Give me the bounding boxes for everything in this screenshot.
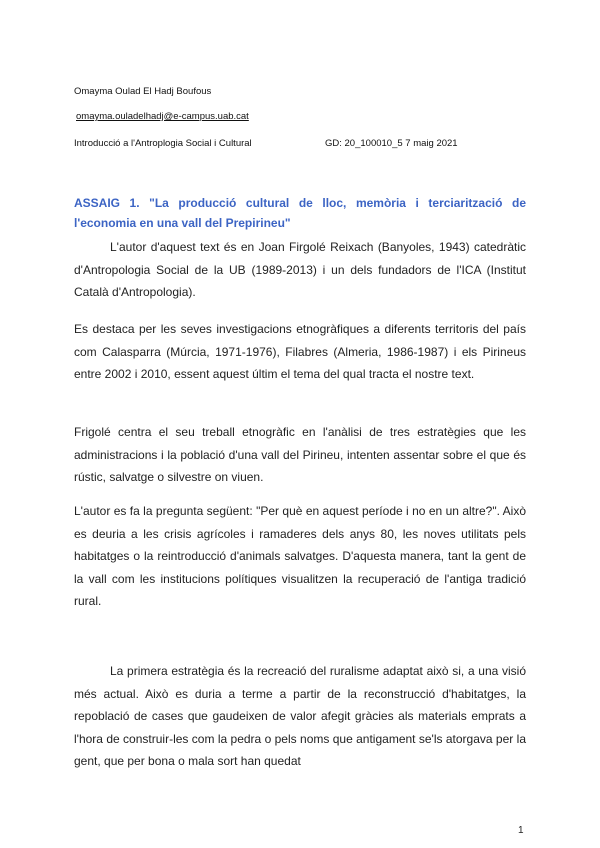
course-line xyxy=(74,138,458,149)
paragraph-2: Es destaca per les seves investigacions etnogràfiques a diferents territoris del país com Calasparra (Múrcia, 1971-1976), Filabres (Almeria, 1986-1987) i els Pirineus entre 2002 i 2010, essent aquest últim el tema del qual tracta el nostre text. xyxy=(74,322,526,381)
paragraph-1: L'autor d'aquest text és en Joan Firgolé Reixach (Banyoles, 1943) catedràtic d'Antropologia Social de la UB (1989-2013) i un dels fundadors de l'ICA (Institut Català d'Antropologia). xyxy=(74,240,526,299)
paragraph-4: L'autor es fa la pregunta següent: "Per què en aquest període i no en un altre?". Això es deuria a les crisis agrícoles i ramaderes dels anys 80, les noves utilitats pels habitatges o la reintroducció d'animals salvatges. D'aquesta manera, tant la gent de la vall com les institucions polítiques visualitzen la recuperació de l'antiga tradició rural. xyxy=(74,504,526,608)
paragraph-3: Frigolé centra el seu treball etnogràfic en l'anàlisi de tres estratègies que les administracions i la població d'una vall del Pirineu, intenten assentar sobre el que és rústic, salvatge o silvestre on viuen. xyxy=(74,425,526,484)
author-name: Omayma Oulad El Hadj Boufous xyxy=(74,86,212,97)
essay-title: ASSAIG 1. "La producció cultural de lloc, memòria i terciarització de l'economia en una vall del Prepirineu" xyxy=(74,196,526,230)
author-email-link[interactable]: omayma.ouladelhadj@e-campus.uab.cat xyxy=(76,111,249,122)
group-date: GD: 20_100010_5 7 maig 2021 xyxy=(325,138,458,149)
course-name: Introducció a l'Antroplogia Social i Cultural xyxy=(74,138,252,149)
paragraph-5: La primera estratègia és la recreació del ruralisme adaptat això si, a una visió més actual. Això es duria a terme a partir de la reconstrucció d'habitatges, la repoblació de cases que gaudeixen de valor afegit gràcies als materials emprats a l'hora de construir-les com la pedra o pels noms que antigament se'ls atorgava per la gent, que per bona o mala sort han quedat xyxy=(74,664,526,768)
page-number: 1 xyxy=(518,825,524,836)
